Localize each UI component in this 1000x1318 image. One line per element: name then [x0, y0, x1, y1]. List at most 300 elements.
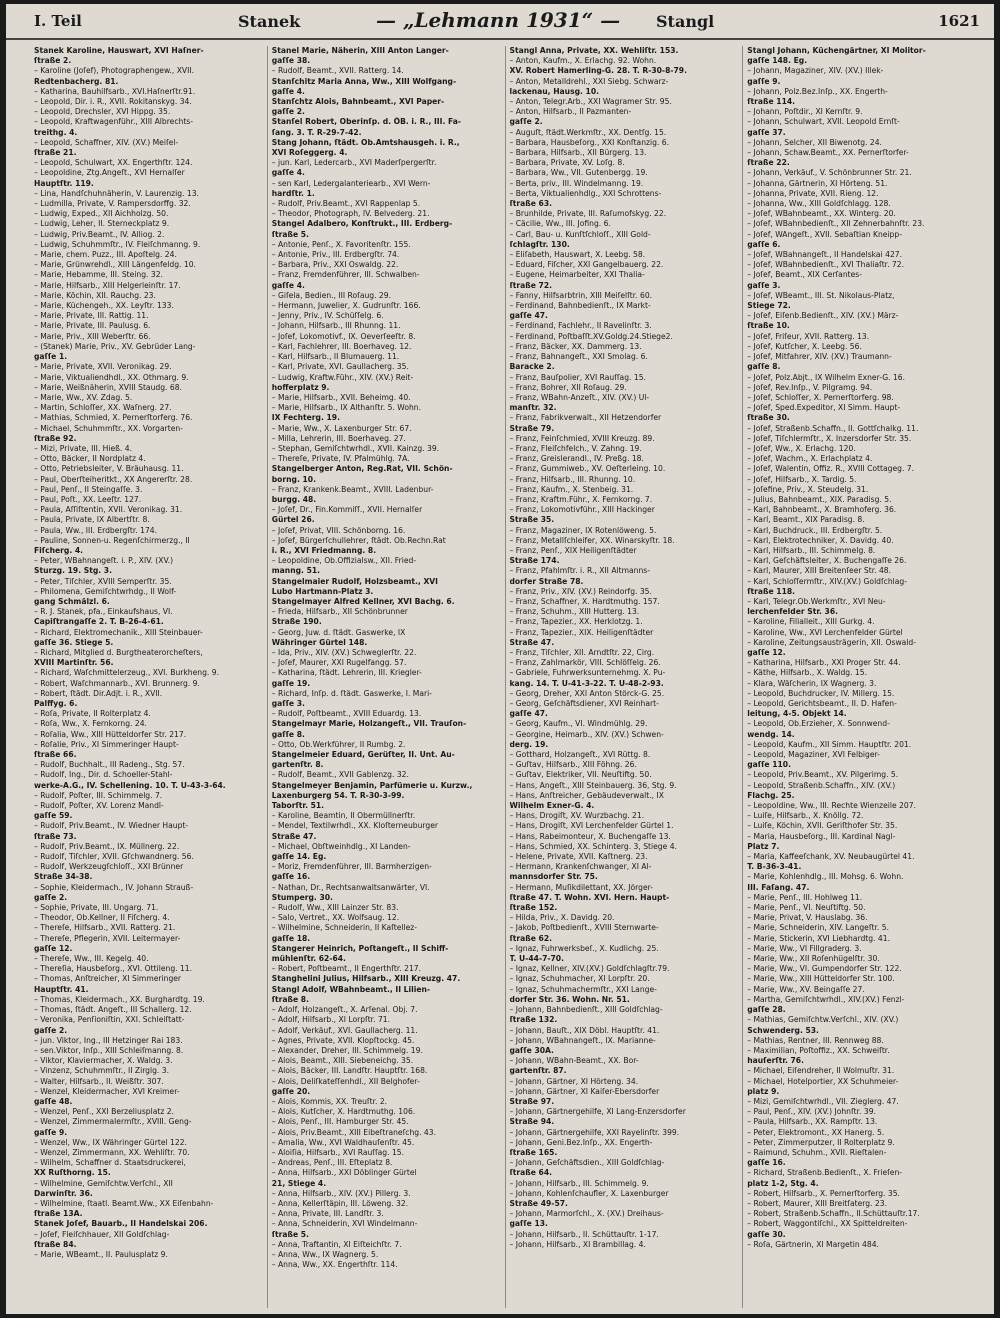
directory-entry-line: – Franz, Kraftm.Führ., X. Fernkorng. 7. — [509, 494, 653, 504]
directory-entry-line: – Joſef, WAngeſt., XVII. Sebaſtian Kneipp- — [747, 229, 902, 239]
directory-entry-line: dorfer Straße 78. — [509, 576, 584, 586]
directory-entry-line: gaſſe 12. — [34, 943, 73, 953]
directory-entry-line: – Johanna, Gärtnerin, XI Hörteng. 51. — [747, 178, 888, 188]
directory-entry-line: – Franz, Zahlmarkör, VIII. Schlöſſelg. 26. — [509, 658, 661, 668]
directory-entry-line: – Karl, Elektrotechniker, X. Davidg. 40. — [747, 535, 894, 545]
directory-entry-line: Redtenbacherg. 81. — [34, 76, 119, 86]
directory-entry-line: – Thereſe, Hilfsarb., XVII. Ratterg. 21. — [34, 923, 176, 933]
directory-entry-line: – Richard, Mitglied d. Burgtheaterorcheſters, — [34, 647, 203, 657]
directory-entry-line: – Marie, Grünwrehdl., XIII Längenfeldg. 10. — [34, 260, 196, 270]
directory-entry-line: – Franz, Fleiſchfelch., V. Zahng. 19. — [509, 443, 642, 453]
directory-entry-line: ſtraße 92. — [34, 433, 77, 443]
directory-entry-line: Hauptſtr. 41. — [34, 984, 89, 994]
directory-entry-line: – Roſa, Gärtnerin, XI Margetin 484. — [747, 1239, 879, 1249]
directory-entry-line: – Thereſe, Ww., III. Kegelg. 40. — [34, 954, 149, 964]
directory-entry-line: gaſſe 2. — [34, 1025, 68, 1035]
directory-entry-line: ſtraße 114. — [747, 97, 796, 107]
directory-entry-line: – Hermann, Muſikdilettant, XX. Jörger- — [509, 882, 654, 892]
directory-entry-line: – Johann, Hilfsarb., XI Brambillag. 4. — [509, 1239, 646, 1249]
directory-entry-line: Stangelmeier Eduard, Gerüſter, II. Unt. Au- — [271, 750, 455, 760]
directory-entry-line: – Andreas, Penſ., III. Eſteplatz 8. — [271, 1158, 393, 1168]
directory-entry-line: – Mizi, Gemiſchtwrhdl., VII. Zieglerg. 47. — [747, 1096, 899, 1106]
directory-entry-line: – Leopoldine, Ztg.Angeſt., XVI Hernalſer — [34, 168, 185, 178]
directory-entry-line: – Theodor, Ob.Kellner, II Fiſcherg. 4. — [34, 913, 170, 923]
directory-entry-line: Stangl Anna, Private, XX. Wehliſtr. 153. — [509, 46, 679, 55]
directory-entry-line: – Alois, Kommis, XX. Treuſtr. 2. — [271, 1096, 388, 1106]
directory-entry-line: – Sophie, Private, III. Ungarg. 71. — [34, 903, 159, 913]
directory-entry-line: – Jakob, Poſtbedienſt., XVIII Sternwarte- — [509, 923, 659, 933]
directory-entry-line: – Ludwig, Leher, II. Sterneckplatz 9. — [34, 219, 170, 229]
directory-entry-line: – Karl, Beamt., XIX Paradisg. 8. — [747, 515, 865, 525]
directory-entry-line: – Marie, Ww., VI. Gumpendorfer Str. 122. — [747, 964, 902, 974]
directory-entry-line: gaſſe 6. — [747, 239, 781, 249]
directory-entry-line: hauſerſtr. 76. — [747, 1056, 804, 1066]
directory-entry-line: – Ignaz, Fuhrwerksbeſ., X. Kudlichg. 25. — [509, 943, 659, 953]
directory-entry-line: ſang. 3. T. R-29-7-42. — [271, 127, 362, 137]
directory-entry-line: platz 9. — [747, 1086, 780, 1096]
directory-entry-line: – Marie, Penſ., VI. Neuſtiftg. 50. — [747, 903, 866, 913]
directory-entry-line: mühlenſtr. 62-64. — [271, 954, 346, 964]
directory-entry-line: ſtraße 66. — [34, 750, 77, 760]
directory-entry-line: – Johann, Kohlenſchaufler, X. Laxenburger — [509, 1188, 669, 1198]
directory-entry-line: – Georgine, Heimarb., XIV. (XV.) Schwen- — [509, 729, 664, 739]
directory-entry-line: gartenſtr. 87. — [509, 1066, 567, 1076]
directory-entry-line: – Franz, Lokomotivführ., XIII Hackinger — [509, 505, 655, 515]
directory-entry-line: – Martha, Gemiſchtwrhdl., XIV.(XV.) Fenzl- — [747, 994, 905, 1004]
directory-entry-line: – Marie, Ww., XV. Zdag. 5. — [34, 392, 133, 402]
directory-entry-line: Stangerer Heinrich, Poſtangeſt., II Schiff- — [271, 943, 449, 953]
directory-entry-line: T. B-36-3-41. — [747, 862, 802, 872]
directory-entry-line: – Paul, Oberſteiheritkt., XX Angererſtr. 28. — [34, 474, 193, 484]
directory-entry-line: – Joſef, Mitfahrer, XIV. (XV.) Traumann- — [747, 352, 892, 362]
directory-entry-line: – Johann, Gärtner, XI Kaiſer-Ebersdorfer — [509, 1086, 660, 1096]
directory-entry-line: – Marie, Kohlenhdlg., III. Mohsg. 6. Wohn. — [747, 872, 904, 882]
directory-entry-line: – sen.Viktor, Inſp., XIII Schleiſmanng. 8. — [34, 1045, 184, 1055]
directory-entry-line: – Ludmilla, Private, V. Rampersdorffg. 32. — [34, 199, 191, 209]
directory-entry-line: – Michael, Hotelportier, XX Schuhmeier- — [747, 1076, 899, 1086]
directory-entry-line: – Wilhelmine, Gemiſchtw.Verſchl., XII — [34, 1178, 173, 1188]
directory-entry-line: gaſſe 47. — [509, 709, 548, 719]
directory-entry-line: – Franz, Fremdenführer, III. Schwalben- — [271, 270, 420, 280]
directory-entry-line: – Marie, Stickerin, XVI Liebhardtg. 41. — [747, 933, 891, 943]
directory-entry-line: gaſſe 8. — [747, 362, 781, 372]
directory-entry-line: – Gotthard, Holzangeſt., XVI Rüttg. 8. — [509, 750, 651, 760]
directory-entry-line: – Brunhilde, Private, III. Raſumofskyg. 22. — [509, 209, 667, 219]
directory-entry-line: – Johann, Selcher, XII Biwenotg. 24. — [747, 137, 882, 147]
directory-entry-line: – Mathias, Gemiſchtw.Verſchl., XIV. (XV.) — [747, 1015, 899, 1025]
directory-entry-line: ſtraße 63. — [509, 199, 553, 209]
directory-entry-line: – Johanna, Ww., XIII Goldſchlagg. 128. — [747, 199, 891, 209]
directory-entry-line: – Milla, Lehrerin, III. Boerhaveg. 27. — [271, 433, 406, 443]
directory-entry-line: Stangelberger Anton, Reg.Rat, VII. Schön- — [271, 464, 453, 474]
column-4 — [743, 46, 980, 1308]
directory-entry-line: – Rudolf, Priv.Beamt., IX. Müllnerg. 22. — [34, 841, 180, 851]
directory-entry-line: manſtr. 32. — [509, 403, 557, 413]
directory-entry-line: – Marie, Ww., XIII Hütteldorfer Str. 100. — [747, 974, 895, 984]
directory-entry-line: – Theodor, Photograph, IV. Belvederg. 21. — [271, 209, 430, 219]
directory-entry-line: – Marie, Private, XVII. Veronikag. 29. — [34, 362, 172, 372]
directory-entry-line: platz 1-2, Stg. 4. — [747, 1178, 819, 1188]
directory-entry-line: – Hilda, Priv., X. Davidg. 20. — [509, 913, 615, 923]
directory-entry-line: gaſſe 3. — [271, 699, 305, 708]
directory-entry-line: – Alois, Bäcker, III. Landſtr. Hauptſtr. 168. — [271, 1066, 428, 1076]
directory-entry-line: gaſſe 59. — [34, 811, 73, 821]
directory-entry-line: – Joſef, Bürgerſchullehrer, ſtädt. Ob.Rechn.Rat — [271, 535, 446, 545]
directory-entry-line: – Hans, Drogiſt, XV. Wurzbachg. 21. — [509, 811, 645, 821]
directory-entry-line: gaſſe 16. — [271, 872, 311, 882]
directory-entry-line: – Leopold, Kraftwagenführ., XIII Albrechts- — [34, 117, 194, 127]
directory-entry-line: Stang Johann, ſtädt. Ob.Amtshausgeh. i. R., — [271, 137, 460, 147]
directory-entry-line: Taborſtr. 51. — [271, 801, 325, 811]
directory-entry-line: – Thomas, ſtädt. Angeſt., III Schallerg. 12. — [34, 1005, 192, 1015]
directory-entry-line: – Robert, Poſtbeamt., II Engerthſtr. 217. — [271, 964, 422, 974]
directory-entry-line: – Georg, Juw. d. ſtädt. Gaswerke, IX — [271, 627, 406, 637]
directory-entry-line: – Leopold, Schulwart, XX. Engerthſtr. 124. — [34, 158, 193, 168]
directory-entry-line: gaſſe 9. — [34, 1127, 68, 1137]
directory-entry-line: – Joſef, WBahnangeſt., II Handelskai 427. — [747, 250, 903, 260]
directory-entry-line: Straße 34-38. — [34, 872, 93, 882]
directory-entry-line: – Sophie, Kleidermach., IV. Johann Strauß- — [34, 882, 194, 892]
directory-entry-line: Stangelmeyer Benjamin, Parfümerie u. Kurzw., — [271, 780, 473, 790]
directory-entry-line: – Johann, Poſtdir., XI Kernſtr. 9. — [747, 107, 863, 117]
directory-entry-line: – Leopoldine, Ww., III. Rechte Wienzeile 207. — [747, 801, 916, 811]
directory-entry-line: – Berta, priv., III. Windelmanng. 19. — [509, 178, 644, 188]
directory-entry-line: gaſſe 16. — [747, 1158, 786, 1168]
directory-entry-line: XVIII Martinſtr. 56. — [34, 658, 114, 668]
directory-entry-line: – Leopoldine, Ob.Offizialsw., XII. Fried- — [271, 556, 417, 566]
directory-entry-line: – Leopold, Dir. i. R., XVII. Rokitanskyg. 34. — [34, 97, 192, 107]
directory-entry-line: – Ludwig, Exped., XII Aichholzg. 50. — [34, 209, 169, 219]
directory-entry-line: – Wenzel, Zimmermalermſtr., XVIII. Geng- — [34, 1117, 192, 1127]
directory-entry-line: lackenau, Hausg. 10. — [509, 86, 600, 96]
directory-entry-line: – Leopold, Ob.Erzieher, X. Sonnwend- — [747, 719, 890, 729]
directory-entry-line: – Otto, Petriebsleiter, V. Bräuhausg. 11. — [34, 464, 184, 474]
directory-entry-line: – Alois, Deliſkateſſenhdl., XII Belghofer- — [271, 1076, 420, 1086]
directory-entry-line: gaſſe 148. Eg. — [747, 56, 808, 66]
directory-entry-line: Flachg. 25. — [747, 790, 795, 800]
directory-entry-line: Stangelmayer Alfred Kellner, XVI Bachg. 6. — [271, 596, 455, 606]
directory-entry-line: – Georg, Dreher, XXI Anton Störck-G. 25. — [509, 688, 665, 698]
directory-entry-line: – Johann, Magaziner, XIV. (XV.) Illek- — [747, 66, 884, 76]
header-first-entry: Stanek — [238, 12, 301, 31]
directory-entry-line: ſtraße 165. — [509, 1147, 558, 1157]
directory-entry-line: mannsdorfer Str. 75. — [509, 872, 598, 882]
directory-entry-line: – Frieda, Hilfsarb., XII Schönbrunner — [271, 607, 408, 617]
directory-entry-line: leitung, 4-5. Objekt 14. — [747, 709, 847, 719]
directory-entry-line: – Ferdinand, Poſtbaſſt.XV.Goldg.24.Stiege2. — [509, 331, 673, 341]
directory-entry-line: Stanſchitz Maria Anna, Ww., XIII Wolfgang- — [271, 76, 457, 86]
directory-entry-line: – Wenzel, Kleidermacher, XVI Kreimer- — [34, 1086, 180, 1096]
directory-entry-line: – Viktor, Klaviermacher, X. Waldg. 3. — [34, 1056, 173, 1066]
directory-entry-line: werke-A.G., IV. Schellening. 10. T. U-43-3-64. — [34, 780, 226, 790]
directory-entry-line: – Katharina, Bauhilfsarb., XVI.Haſnerſtr.91. — [34, 86, 196, 96]
directory-entry-line: – Franz, Tiſchler, XII. Arndtſtr. 22, Cirg. — [509, 647, 655, 657]
directory-entry-line: – Karl, Hilfsarb., III. Schimmelg. 8. — [747, 545, 876, 555]
directory-entry-line: – Jenny, Priv., IV. Schüſſelg. 6. — [271, 311, 384, 321]
directory-entry-line: ſtraße 64. — [509, 1168, 553, 1178]
directory-entry-line: gaſſe 4. — [271, 86, 305, 96]
directory-entry-line: Straße 49-57. — [509, 1198, 568, 1208]
directory-entry-line: – Franz, Metallſchleifer, XX. Winarskyſtr. 18. — [509, 535, 675, 545]
directory-entry-line: gaſſe 1. — [34, 352, 68, 362]
directory-entry-line: – Joſef, Tiſchlermſtr., X. Inzersdorfer Str. 35. — [747, 433, 912, 443]
directory-entry-line: ſtraße 72. — [509, 280, 553, 290]
directory-entry-line: – Maria, Hausbeſorg., III. Kardinal Nagl- — [747, 831, 896, 841]
section-label: I. Teil — [34, 12, 82, 30]
directory-entry-line: – Johann, Bahnbedienſt., XIII Goldſchlag- — [509, 1005, 663, 1015]
directory-entry-line: Schwenderg. 53. — [747, 1025, 819, 1035]
directory-entry-line: – Paula, Hilfsarb., XX. Rampſtr. 13. — [747, 1117, 878, 1127]
directory-entry-line: – Rudolf, Priv.Beamt., IV. Wiedner Haupt- — [34, 821, 189, 831]
directory-entry-line: gaſſe 12. — [747, 647, 786, 657]
directory-entry-line: Capiſtrangaſſe 2. T. B-26-4-61. — [34, 617, 164, 627]
directory-entry-line: Straße 47. — [509, 637, 555, 647]
directory-entry-line: – Karl, Maurer, XIII Breitenſeer Str. 48. — [747, 566, 892, 576]
directory-entry-line: – Joſef, Polz.Abjt., IX Wilhelm Exner-G. 16. — [747, 372, 906, 382]
directory-entry-line: – Karl, Schloſſermſtr., XIV.(XV.) Goldſchlag- — [747, 576, 907, 586]
directory-entry-line: – Karl, Bahnbeamt., X. Bramhoferg. 36. — [747, 505, 897, 515]
directory-entry-line: – Anton, Metalldrehl., XXI Siebg. Schwarz- — [509, 76, 669, 86]
directory-entry-line: – Ignaz, Schuhmacher, XI Lorpſtr. 20. — [509, 974, 650, 984]
directory-entry-line: – Leopold, Schaffner, XIV. (XV.) Meiſel- — [34, 137, 179, 147]
directory-entry-line: – Barbara, Private, XV. Loſg. 8. — [509, 158, 625, 168]
directory-entry-line: III. Faſang. 47. — [747, 882, 810, 892]
column-2 — [268, 46, 506, 1308]
directory-entry-line: ſtraße 84. — [34, 1239, 77, 1249]
directory-entry-line: – Fanny, Hilfsarbtrin, XIII Meiſelſtr. 60. — [509, 290, 653, 300]
directory-entry-line: – Thomas, Anſtreicher, XI Simmeringer — [34, 974, 182, 984]
directory-entry-line: – Paula, Ww., III. Erdbergſtr. 174. — [34, 525, 158, 535]
directory-entry-line: – Franz, WBahn-Anzeſt., XIV. (XV.) Ul- — [509, 392, 650, 402]
directory-entry-line: – Salo, Vertret., XX. Wolfsaug. 12. — [271, 913, 400, 923]
directory-entry-line: – Antonie, Penſ., X. Favoritenſtr. 155. — [271, 239, 411, 249]
directory-entry-line: Stangl Johann, Küchengärtner, XI Molitor- — [747, 46, 926, 55]
directory-entry-line: – Rudolf, Poſter, III. Schimmelg. 7. — [34, 790, 163, 800]
directory-entry-line: derg. 19. — [509, 739, 549, 749]
directory-entry-line: – Auguſt, ſtädt.Werkmſtr., XX. Dentſg. 15. — [509, 127, 667, 137]
directory-entry-line: – Franz, Priv., XIV. (XV.) Reindorfg. 35. — [509, 586, 652, 596]
directory-entry-line: – Anna, Hilfsarb., XIV. (XV.) Pillerg. 3. — [271, 1188, 411, 1198]
directory-entry-line: – Michael, Eiſendreher, II Wolmuſtr. 31. — [747, 1066, 895, 1076]
directory-entry-line: Stanghelini Julius, Hilfsarb., XIII Kreuzg. 47. — [271, 974, 461, 984]
directory-entry-line: – Marie, Ww., XII Roſenhügelſtr. 30. — [747, 954, 880, 964]
header-title: — „Lehmann 1931“ — — [376, 8, 621, 32]
directory-entry-line: Sturzg. 19. Stg. 3. — [34, 566, 112, 576]
directory-entry-line: – Marie, Hilfsarb., XVII. Beheimg. 40. — [271, 392, 411, 402]
directory-entry-line: – Mizi, Private, III. Hieß. 4. — [34, 443, 132, 453]
directory-entry-line: gaſſe 110. — [747, 760, 791, 770]
directory-entry-line: – Walter, Hilfsarb., II. Weißſtr. 307. — [34, 1076, 164, 1086]
directory-entry-line: – Berta, Viktualienhdlg., XXI Schrottens- — [509, 188, 662, 198]
directory-entry-line: – Anton, Telegr.Arb., XXI Wagramer Str. 95. — [509, 97, 672, 107]
directory-entry-line: – Thereſia, Hausbeſorg., XVI. Ottileng. 11. — [34, 964, 193, 974]
directory-entry-line: – Anna, Ww., XX. Engerthſtr. 114. — [271, 1260, 398, 1270]
directory-entry-line: – Rudolf, Poſtbeamt., XVIII Eduardg. 13. — [271, 709, 422, 719]
directory-entry-line: – Joſef, WBahnbeamt., XX. Winterg. 20. — [747, 209, 896, 219]
directory-entry-line: – Barbara, Hilfsarb., XII Bürgerg. 13. — [509, 148, 647, 158]
directory-entry-line: – Anna, Kellerſtäpin, III. Löweng. 32. — [271, 1198, 409, 1208]
directory-entry-line: – Leopold, Straßenb.Schaffn., XIV. (XV.) — [747, 780, 896, 790]
directory-entry-line: – Marie, Schneiderin, XIV. Langeſtr. 5. — [747, 923, 889, 933]
directory-entry-line: – Joſef, Kutſcher, X. Leebg. 56. — [747, 341, 862, 351]
directory-entry-line: – Rudolf, Poſter, XV. Lorenz Mandl- — [34, 801, 164, 811]
directory-entry-line: – Joſef, Maurer, XXI Rugelfangg. 57. — [271, 658, 407, 668]
directory-entry-line: – Johann, WBahn-Beamt., XX. Bor- — [509, 1056, 639, 1066]
directory-entry-line: – Johann, Hilfsarb., II. Schüttauſtr. 1-17. — [509, 1229, 659, 1239]
directory-entry-line: – Eliſabeth, Hauswart, X. Leebg. 58. — [509, 250, 646, 260]
directory-entry-line: – Karoline, Ww., XVI Lerchenfelder Gürtel — [747, 627, 903, 637]
directory-entry-line: – Roſa, Ww., X. Fernkorng. 24. — [34, 719, 147, 729]
directory-entry-line: – Karl, Telegr.Ob.Werkmſtr., XVI Neu- — [747, 596, 886, 606]
directory-entry-line: burgg. 48. — [271, 494, 317, 504]
directory-entry-line: – Robert, Waſchmannarb., XVI. Brunnerg. 9. — [34, 678, 200, 688]
directory-entry-line: – Marie, Ww., X. Laxenburger Str. 67. — [271, 423, 412, 433]
directory-entry-line: gaſſe 2. — [271, 107, 305, 117]
directory-entry-line: – Ignaz, Schuhmachermſtr., XXI Lange- — [509, 984, 657, 994]
directory-entry-line: – Wenzel, Penſ., XXI Berzeliusplatz 2. — [34, 1107, 174, 1117]
directory-entry-line: – Wilhelmine, Schneiderin, II Kaſtellez- — [271, 923, 418, 933]
directory-entry-line: – Hans, Anſtreicher, Gebäudeverwalt., IX — [509, 790, 664, 800]
directory-entry-line: – Leopold, Buchdrucker, IV. Millerg. 15. — [747, 688, 895, 698]
directory-entry-line: – Robert, Maurer, XIII Breitſaterg. 23. — [747, 1198, 888, 1208]
directory-entry-line: – Ferdinand, Bahnbedienſt., IX Markt- — [509, 301, 651, 311]
directory-entry-line: gaſſe 37. — [747, 127, 786, 137]
directory-entry-line: – Marie, chem. Puzz., III. Apoſtelg. 24. — [34, 250, 177, 260]
directory-entry-line: – Johann, Gärtnergehilfe, XI Lang-Enzersdorfer — [509, 1107, 686, 1117]
directory-entry-line: – Barbara, Ww., VII. Gutenbergg. 19. — [509, 168, 648, 178]
directory-entry-line: – Katharina, Hilfsarb., XXI Proger Str. 44. — [747, 658, 901, 668]
directory-entry-line: – Marie, Hebamme, III. Steing. 32. — [34, 270, 163, 280]
directory-entry-line: gaſſe 4. — [271, 168, 305, 178]
directory-entry-line: – Franz, Gummiweb., XV. Oeſterleing. 10. — [509, 464, 666, 474]
directory-entry-line: borng. 10. — [271, 474, 316, 484]
directory-entry-line: – Paula, Private, IX Albertſtr. 8. — [34, 515, 150, 525]
directory-entry-line: – Franz, Bauſpolier, XVI Rauſſag. 15. — [509, 372, 646, 382]
directory-entry-line: – Alois, Kutſcher, X. Hardtmuthg. 106. — [271, 1107, 416, 1117]
directory-entry-line: – Stephan, Gemiſchtwrhdl., XVII. Kainzg. 39. — [271, 443, 440, 453]
directory-entry-line: 21, Stiege 4. — [271, 1178, 327, 1188]
directory-entry-line: – Johann, Hilfsarb., III Rhunng. 11. — [271, 321, 401, 331]
directory-entry-line: – Joſef, Privat, VIII. Schönborng. 16. — [271, 525, 406, 535]
header-last-entry: Stangl — [656, 12, 715, 31]
directory-entry-line: – Rudolf, Buchhalt., III Radeng., Stg. 57. — [34, 760, 185, 770]
directory-entry-line: – Luiſe, Köchin, XVII. Geriſthofer Str. 35. — [747, 821, 898, 831]
directory-entry-line: gartenſtr. 8. — [271, 760, 324, 770]
directory-entry-line: gaſſe 4. — [271, 280, 305, 290]
directory-entry-line: – Anna, Traftantin, XI Eiſteichſtr. 7. — [271, 1239, 402, 1249]
directory-entry-line: – Joſef, Lokomotivf., IX. Oeverſeeſtr. 8. — [271, 331, 416, 341]
directory-entry-line: – Richard, Straßenb.Bedienſt., X. Frieſen- — [747, 1168, 903, 1178]
directory-entry-line: – Alois, Priv.Beamt., XIII Eibeſtraneſchg. 43. — [271, 1127, 436, 1137]
directory-entry-line: – Eugene, Heimarbeiter, XXI Thalia- — [509, 270, 645, 280]
directory-entry-line: – Richard, Elektromechanik., XIII Steinbauer- — [34, 627, 203, 637]
directory-entry-line: – Joſef, Sped.Expeditor, XI Simm. Haupt- — [747, 403, 901, 413]
directory-entry-line: – Ludwig, Schuhmmſtr., IV. Fleiſchmanng. 9. — [34, 239, 201, 249]
directory-entry-line: XV. Robert Hamerling-G. 28. T. R-30-8-79. — [509, 66, 687, 76]
column-3 — [506, 46, 744, 1308]
directory-entry-line: ſtraße 62. — [509, 933, 553, 943]
directory-entry-line: – Leopold, Gerichtsbeamt., II. D. Hafen- — [747, 699, 897, 708]
directory-entry-line: ſtraße 21. — [34, 148, 77, 158]
directory-entry-line: – Paul, Penſ., II Steingaſſe. 3. — [34, 484, 143, 494]
directory-entry-line: Platz 7. — [747, 841, 780, 851]
directory-entry-line: – Franz, Pfahlmſtr. i. R., XII Altmanns- — [509, 566, 650, 576]
directory-entry-line: – Maximilian, Poſtoffiz., XX. Schweiſtr. — [747, 1045, 890, 1055]
directory-entry-line: – Pauline, Sonnen-u. Regenſchirmerzg., II — [34, 535, 190, 545]
directory-entry-line: – Johann, Bauſt., XIX Döbl. Hauptſtr. 41. — [509, 1025, 660, 1035]
directory-entry-line: – Karl, Geſchäftsleiter, X. Buchengaſſe 26. — [747, 556, 907, 566]
directory-entry-line: – Mendel, Textilwrhdl., XX. Kloſterneuburger — [271, 821, 438, 831]
directory-entry-line: – Franz, Feinſchmied, XVIII Kreuzg. 89. — [509, 433, 655, 443]
directory-entry-line: – Marie, Küchengeh., XX. Leyſtr. 133. — [34, 301, 174, 311]
directory-entry-line: – Joſef, WBahnbedienſt., XII Zehnerbahnſtr. 23. — [747, 219, 925, 229]
directory-entry-line: – Joſef, Wachm., X. Erlachplatz 4. — [747, 454, 873, 464]
directory-entry-line: – Hans, Rabeimonteur, X. Buchengaſſe 13. — [509, 831, 671, 841]
directory-entry-line: – jun. Viktor, Ing., III Hetzinger Rai 183. — [34, 1035, 183, 1045]
directory-entry-line: gaſſe 38. — [271, 56, 311, 66]
directory-entry-line: – Rudolf, Ing., Dir. d. Schoeller-Stahl- — [34, 770, 173, 780]
directory-entry-line: – Leopold, Priv.Beamt., XV. Pilgerimg. 5. — [747, 770, 899, 780]
directory-entry-line: – Anna, Schneiderin, XVI Windelmann- — [271, 1219, 418, 1229]
directory-entry-line: Stanſel Robert, Oberinſp. d. ÖB. i. R., III. Fa- — [271, 117, 461, 127]
directory-entry-line: – Alois, Beamt., XIII. Siebeneichg. 35. — [271, 1056, 414, 1066]
directory-entry-line: Straße 35. — [509, 515, 555, 525]
directory-entry-line: – Marie, Viktualiendhdl., XX. Othmarg. 9. — [34, 372, 189, 382]
directory-entry-line: Stanſchtz Alois, Bahnbeamt., XVI Paper- — [271, 97, 445, 107]
directory-entry-line: – R. J. Stanek, pfa., Einkaufshaus, VI. — [34, 607, 173, 617]
directory-entry-line: ſtraße 73. — [34, 831, 77, 841]
directory-entry-line: – Johann, Hilfsarb., III. Schimmelg. 9. — [509, 1178, 649, 1188]
directory-entry-line: ſtraße 10. — [747, 321, 790, 331]
directory-entry-line: – Raimund, Schuhm., XVII. Rieſtalen- — [747, 1147, 887, 1157]
directory-entry-line: gaſſe 47. — [509, 311, 548, 321]
directory-entry-line: gaſſe 30. — [747, 1229, 786, 1239]
directory-entry-line: – Peter, Zimmerputzer, II Rolterplatz 9. — [747, 1137, 895, 1147]
directory-entry-line: – Thereſe, Pflegerin, XVII. Leitermayer- — [34, 933, 181, 943]
directory-entry-line: Stanek Karoline, Hauswart, XVI Haſner- — [34, 46, 204, 55]
directory-entry-line: – Robert, Waggontiſchl., XX Spitteldreiten- — [747, 1219, 908, 1229]
directory-entry-line: gaſſe 2. — [34, 892, 68, 902]
directory-entry-line: i. R., XVI Friedmanng. 8. — [271, 545, 377, 555]
directory-entry-line: – Joſefine, Priv., X. Steudelg. 31. — [747, 484, 869, 494]
directory-entry-line: – Hans, Drogiſt, XVI Lerchenfelder Gürtel 1. — [509, 821, 674, 831]
directory-entry-line: Laxenburgerg 54. T. R-30-3-99. — [271, 790, 405, 800]
directory-entry-line: ſtraße 5. — [271, 1229, 309, 1239]
directory-entry-line: – sen Karl, Ledergalanteriearb., XVI Wern- — [271, 178, 431, 188]
directory-entry-line: – Karl, Buchdruck., III. Erdbergſtr. 5. — [747, 525, 883, 535]
directory-entry-line: – Karl, Hilfsarb., II Blumauerg. 11. — [271, 352, 400, 362]
directory-entry-line: – Ferdinand, Fachlehr., II Ravelinſtr. 3. — [509, 321, 652, 331]
directory-entry-line: – Robert, ſtädt. Dir.Adjt. i. R., XVII. — [34, 688, 163, 698]
directory-entry-line: – Agnes, Private, XVII. Klopſtockg. 45. — [271, 1035, 415, 1045]
directory-entry-line: – Michael, Schuhmmſtr., XX. Vorgarten- — [34, 423, 183, 433]
directory-entry-line: – Johann, Gärtnergehilfe, XXI Rayelinſtr. 399. — [509, 1127, 680, 1137]
directory-entry-line: gang Schmälzl. 6. — [34, 596, 110, 606]
directory-entry-line: Lubo Hartmann-Platz 3. — [271, 586, 374, 596]
directory-entry-line: gaſſe 28. — [747, 1005, 786, 1015]
directory-entry-line: – Johann, Schulwart, XVII. Leopold Ernſt- — [747, 117, 900, 127]
directory-entry-line: – Wenzel, Ww., IX Währinger Gürtel 122. — [34, 1137, 187, 1147]
directory-entry-line: – Thomas, Kleidermach., XX. Burghardtg. 19. — [34, 994, 205, 1004]
directory-entry-line: – Peter, Tiſchler, XVIII Semperſtr. 35. — [34, 576, 172, 586]
directory-entry-line: – Georg, Geſchäftsdiener, XVI Reinhart- — [509, 699, 659, 708]
directory-entry-line: – Johann, Marmorſchl., X. (XV.) Dreihaus- — [509, 1209, 664, 1219]
directory-entry-line: gaſſe 30A. — [509, 1045, 554, 1055]
directory-entry-line: ſtraße 5. — [271, 229, 309, 239]
directory-entry-line: – Joſef, Schloſſer, X. Pernerſtorferg. 98. — [747, 392, 894, 402]
directory-entry-line: IX Fechterg. 19. — [271, 413, 340, 423]
directory-entry-line: – Adolf, Hilfsarb., XI Lorpſtr. 71. — [271, 1015, 391, 1025]
